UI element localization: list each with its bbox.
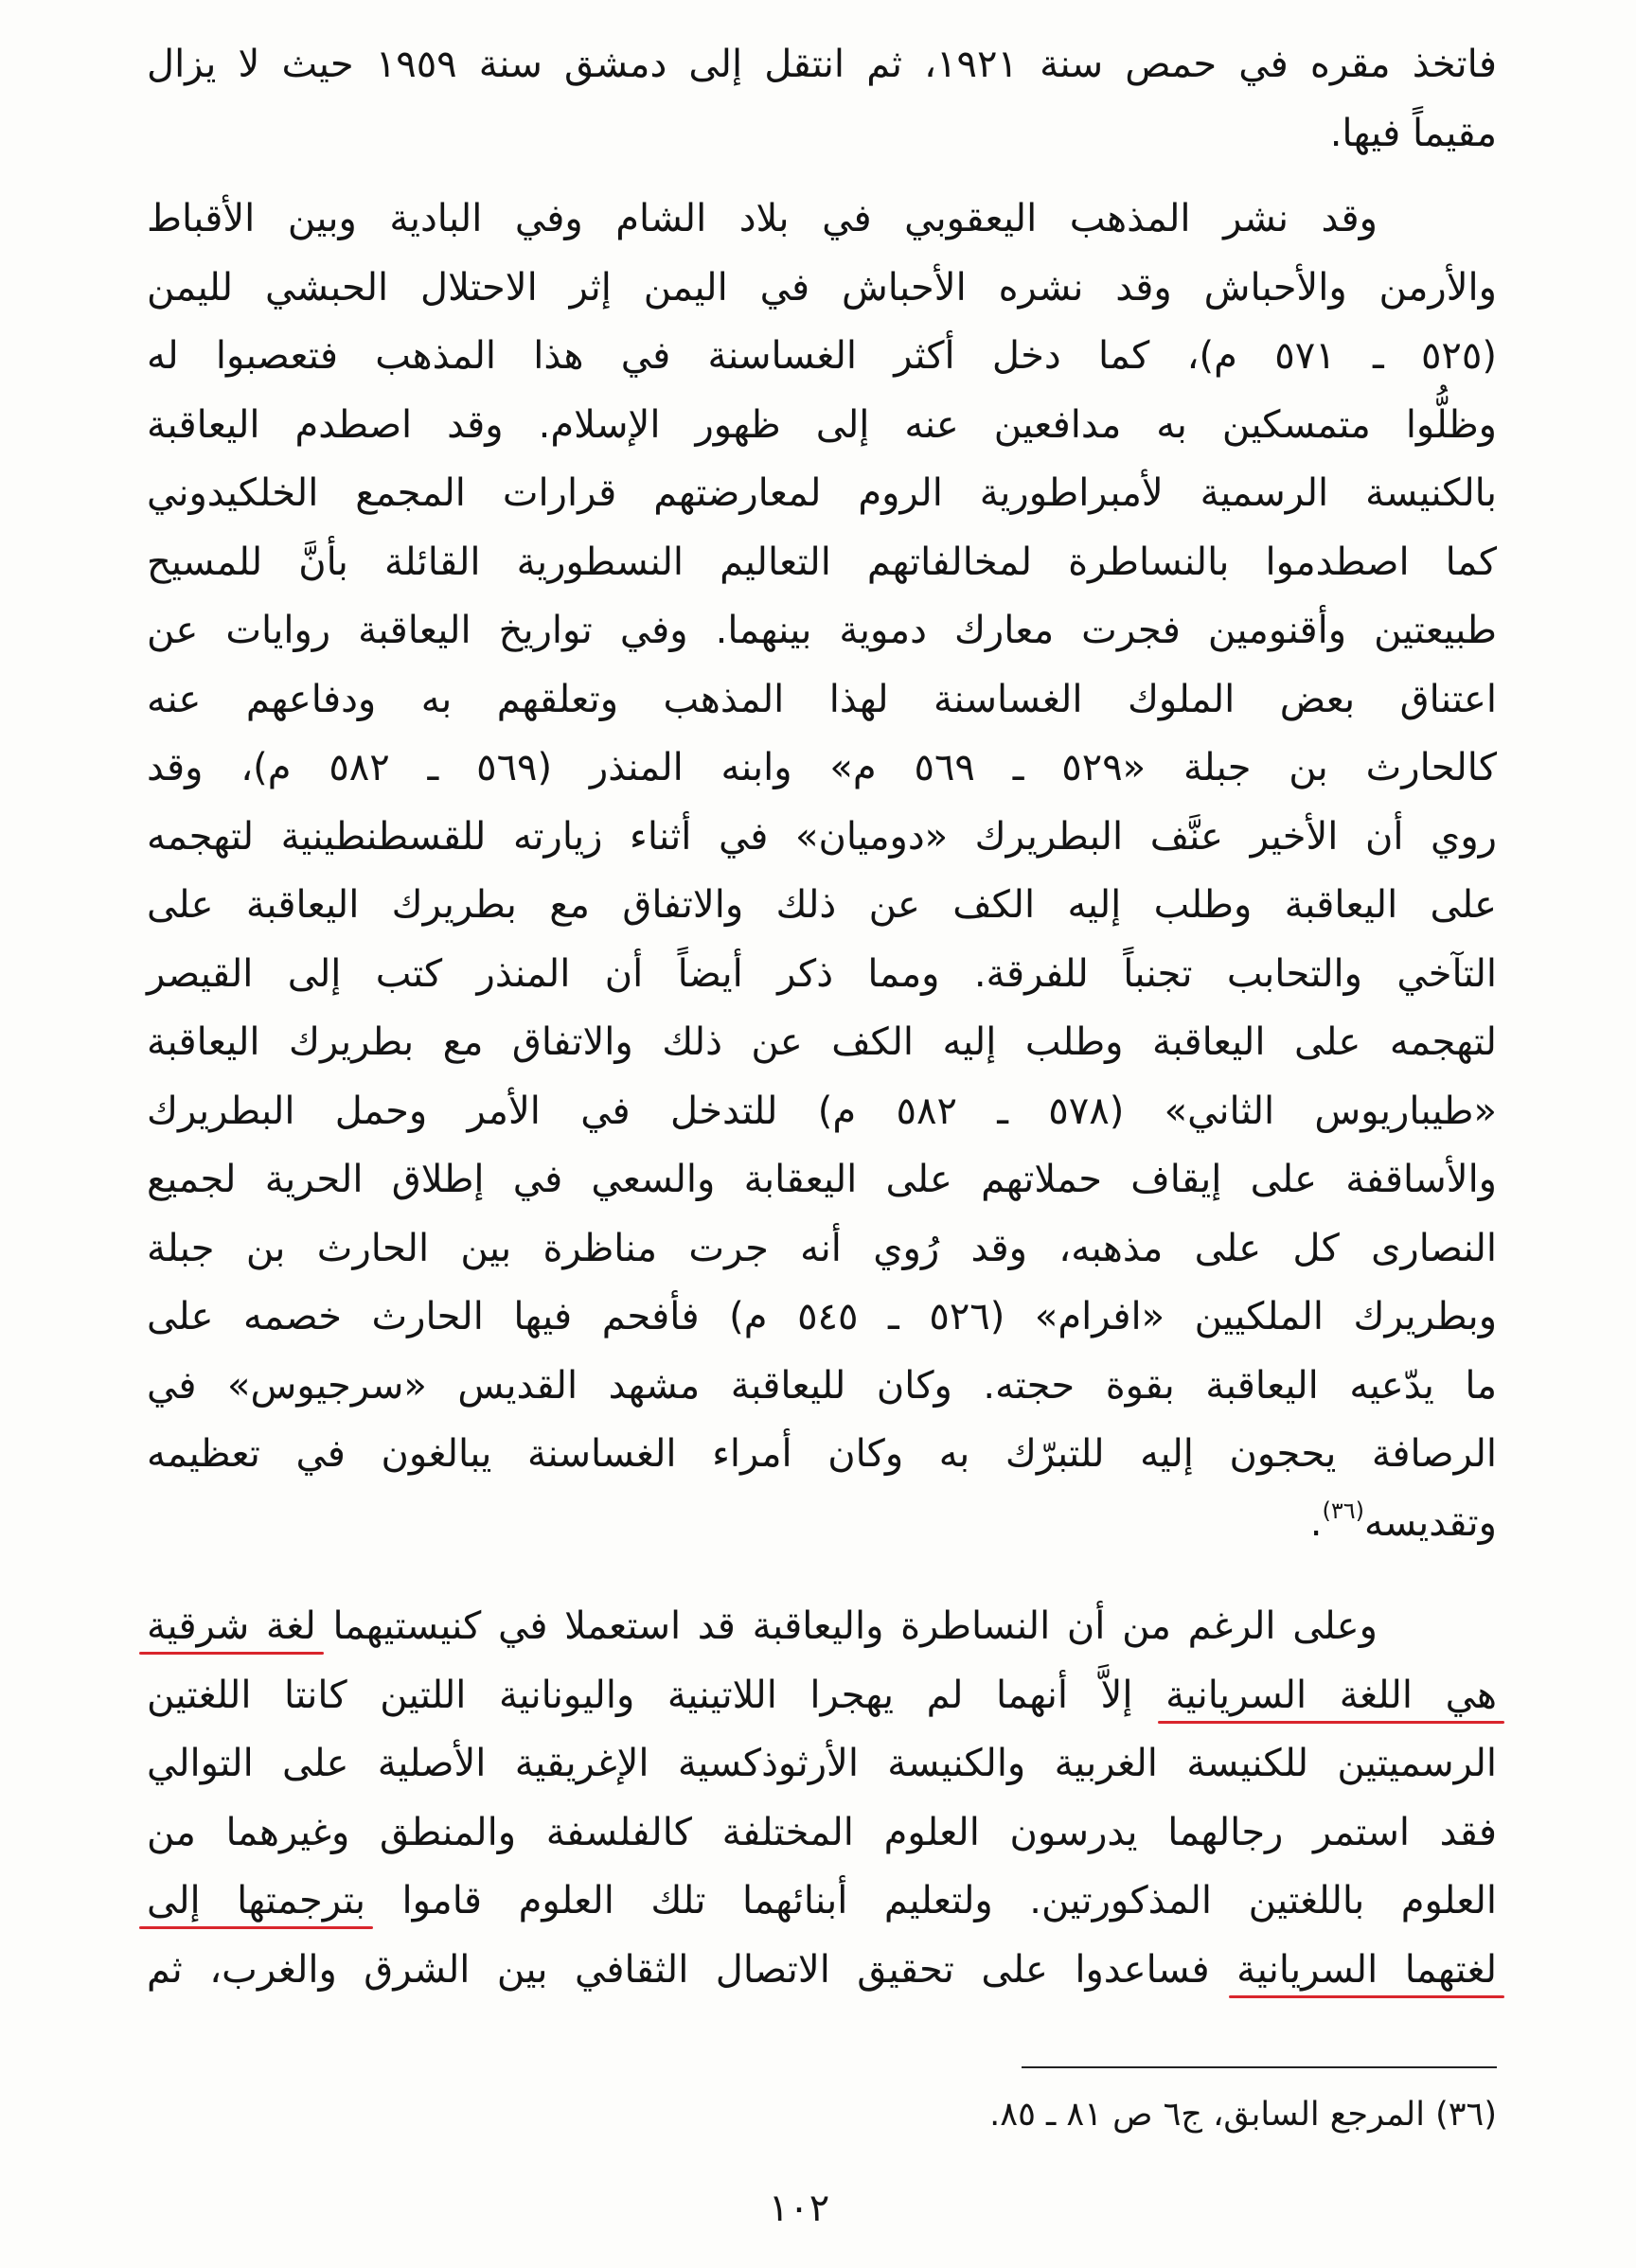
text-line: كالحارث بن جبلة «٥٢٩ ـ ٥٦٩ م» وابنه المنذر (٥٦٩ ـ ٥٨٢ م)، وقد <box>147 746 1497 789</box>
footnote-separator <box>1022 2066 1497 2068</box>
red-underlined-text: بترجمتها إلى <box>147 1879 365 1922</box>
text-line: فاتخذ مقره في حمص سنة ١٩٢١، ثم انتقل إلى دمشق سنة ١٩٥٩ حيث لا يزال <box>147 43 1497 86</box>
text-line: النصارى كل على مذهبه، وقد رُوي أنه جرت مناظرة بين الحارث بن جبلة <box>147 1226 1497 1270</box>
red-underlined-text: لغة شرقية <box>147 1604 316 1648</box>
text-line: على اليعاقبة وطلب إليه الكف عن ذلك والاتفاق مع بطريرك اليعاقبة على <box>147 883 1497 927</box>
text-line: ما يدّعيه اليعاقبة بقوة حجته. وكان لليعاقبة مشهد القديس «سرجيوس» في <box>147 1363 1497 1408</box>
text-line: روي أن الأخير عنَّف البطريرك «دوميان» في أثناء زيارته للقسطنطينية لتهجمه <box>147 814 1497 859</box>
text-line <box>147 1592 1497 1661</box>
text-line: طبيعتين وأقنومين فجرت معارك دموية بينهما. وفي تواريخ اليعاقبة روايات عن <box>147 609 1497 652</box>
text-line <box>147 1489 1497 1563</box>
text-line: اعتناق بعض الملوك الغساسنة لهذا المذهب وتعلقهم به ودفاعهم عنه <box>147 677 1497 721</box>
text-line <box>147 1661 1497 1730</box>
text-line: لتهجمه على اليعاقبة وطلب إليه الكف عن ذلك والاتفاق مع بطريرك اليعاقبة <box>147 1020 1497 1064</box>
paragraph-3 <box>147 1592 1497 2004</box>
footnote-reference: (٣٦) <box>1322 1497 1365 1524</box>
text-line: الرصافة يحجون إليه للتبرّك به وكان أمراء الغساسنة يبالغون في تعظيمه <box>147 1432 1497 1476</box>
text-segment: فساعدوا على تحقيق الاتصال الثقافي بين الشرق والغرب، ثم <box>147 1947 1210 1992</box>
text-line: كما اصطدموا بالنساطرة لمخالفاتهم التعاليم النسطورية القائلة بأنَّ للمسيح <box>147 540 1497 584</box>
text-segment: العلوم باللغتين المذكورتين. ولتعليم أبنائهما تلك العلوم قاموا <box>401 1879 1497 1922</box>
text-line: (٥٢٥ ـ ٥٧١ م)، كما دخل أكثر الغساسنة في هذا المذهب فتعصبوا له <box>147 334 1497 378</box>
red-underlined-text: هي اللغة السريانية <box>1165 1673 1497 1717</box>
page-number: ١٠٢ <box>768 2187 830 2230</box>
text-line: وبطريرك الملكيين «افرام» (٥٢٦ ـ ٥٤٥ م) فأفحم فيها الحارث خصمه على <box>147 1295 1498 1338</box>
text-segment: وعلى الرغم من أن النساطرة واليعاقبة قد استعملا في كنيستيهما <box>332 1604 1378 1648</box>
text-line: الرسميتين للكنيسة الغربية والكنيسة الأرثوذكسية الإغريقية الأصلية على التوالي <box>147 1742 1497 1785</box>
text-line: وظلُّوا متمسكين به مدافعين عنه إلى ظهور الإسلام. وقد اصطدم اليعاقبة <box>147 402 1497 447</box>
paragraph-2 <box>147 185 1497 1562</box>
text-line: التآخي والتحابب تجنباً للفرقة. ومما ذكر أيضاً أن المنذر كتب إلى القيصر <box>147 951 1497 996</box>
text-line: بالكنيسة الرسمية لأمبراطورية الروم لمعارضتهم قرارات المجمع الخلكيدوني <box>147 471 1497 515</box>
red-underlined-text: لغتهما السريانية <box>1236 1947 1498 1992</box>
text-line <box>147 1867 1497 1936</box>
text-line: والأرمن والأحباش وقد نشره الأحباش في اليمن إثر الاحتلال الحبشي لليمن <box>147 265 1497 310</box>
text-segment: وتقديسه <box>1364 1500 1497 1545</box>
paragraph-1 <box>147 30 1497 168</box>
text-segment: . <box>1309 1500 1323 1545</box>
text-line: مقيماً فيها. <box>1329 111 1497 155</box>
text-line: والأساقفة على إيقاف حملاتهم على اليعقابة والسعي في إطلاق الحرية لجميع <box>147 1158 1497 1201</box>
text-line: وقد نشر المذهب اليعقوبي في بلاد الشام وفي البادية وبين الأقباط <box>147 197 1378 240</box>
text-line <box>147 1936 1497 2005</box>
footnote: (٣٦) المرجع السابق، ج٦ ص ٨١ ـ ٨٥. <box>989 2096 1497 2134</box>
text-line: فقد استمر رجالهما يدرسون العلوم المختلفة كالفلسفة والمنطق وغيرهما من <box>147 1810 1497 1854</box>
text-segment: إلاَّ أنهما لم يهجرا اللاتينية واليونانية اللتين كانتا اللغتين <box>147 1673 1133 1717</box>
text-line: «طيباريوس الثاني» (٥٧٨ ـ ٥٨٢ م) للتدخل في الأمر وحمل البطريرك <box>147 1089 1497 1133</box>
